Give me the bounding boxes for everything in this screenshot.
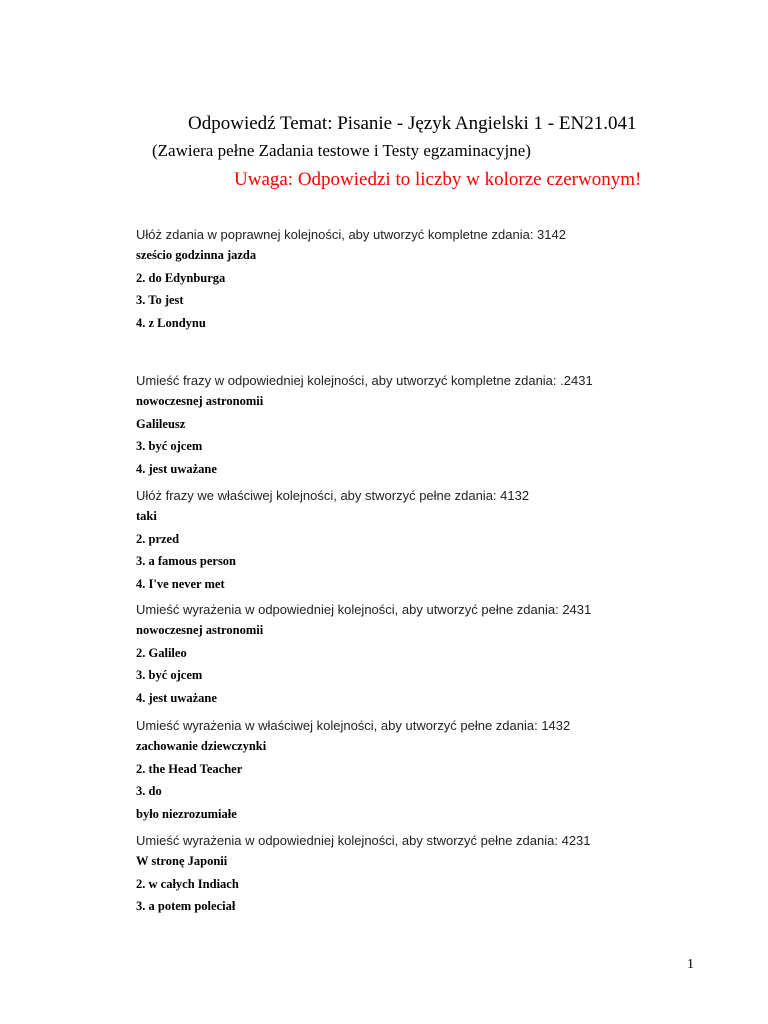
question-instruction: Umieść wyrażenia w odpowiedniej kolejności, aby stworzyć pełne zdania: 4231: [136, 833, 591, 848]
question-block-4: [136, 601, 591, 709]
document-subtitle: (Zawiera pełne Zadania testowe i Testy egzaminacyjne): [152, 141, 531, 160]
question-option: W stronę Japonii: [136, 854, 228, 868]
document-title: Odpowiedź Temat: Pisanie - Język Angielski 1 - EN21.041: [188, 113, 637, 134]
question-option: 3. a famous person: [136, 554, 237, 568]
question-block-5: [136, 717, 570, 825]
question-block-6: [136, 832, 591, 918]
question-option: 4. jest uważane: [136, 690, 217, 705]
question-instruction: Ułóż zdania w poprawnej kolejności, aby utworzyć kompletne zdania: 3142: [136, 227, 566, 242]
question-instruction: Umieść wyrażenia w odpowiedniej kolejności, aby utworzyć pełne zdania: 2431: [136, 602, 592, 617]
question-option: taki: [136, 509, 157, 523]
question-option: 3. a potem poleciał: [136, 899, 236, 913]
question-option: 3. do: [136, 784, 162, 798]
question-option: 3. być ojcem: [136, 668, 203, 682]
question-block-3: [136, 487, 529, 595]
question-option: 3. być ojcem: [136, 439, 203, 453]
question-option: było niezrozumiałe: [136, 806, 237, 821]
question-instruction: Ułóż frazy we właściwej kolejności, aby stworzyć pełne zdania: 4132: [136, 488, 530, 503]
question-option: 3. To jest: [136, 293, 184, 307]
question-option: 4. I've never met: [136, 576, 225, 591]
question-option: zachowanie dziewczynki: [136, 739, 267, 753]
question-option: 2. przed: [136, 531, 180, 546]
question-option: 4. jest uważane: [136, 461, 217, 476]
question-instruction: Umieść frazy w odpowiedniej kolejności, aby utworzyć kompletne zdania: .2431: [136, 373, 593, 388]
question-instruction: Umieść wyrażenia w właściwej kolejności, aby utworzyć pełne zdania: 1432: [136, 718, 571, 733]
question-block-2: [136, 372, 593, 480]
question-option: 2. w całych Indiach: [136, 876, 239, 891]
question-option: nowoczesnej astronomii: [136, 394, 264, 408]
question-option: 2. Galileo: [136, 645, 187, 660]
answer-key-notice: Uwaga: Odpowiedzi to liczby w kolorze czerwonym!: [234, 169, 642, 190]
question-option: nowoczesnej astronomii: [136, 623, 264, 637]
question-option: sześcio godzinna jazda: [136, 248, 257, 262]
question-block-1: [136, 226, 566, 334]
question-option: 4. z Londynu: [136, 315, 206, 330]
page-number: 1: [687, 957, 694, 972]
question-option: 2. the Head Teacher: [136, 761, 243, 776]
question-option: Galileusz: [136, 416, 186, 431]
question-option: 2. do Edynburga: [136, 270, 226, 285]
